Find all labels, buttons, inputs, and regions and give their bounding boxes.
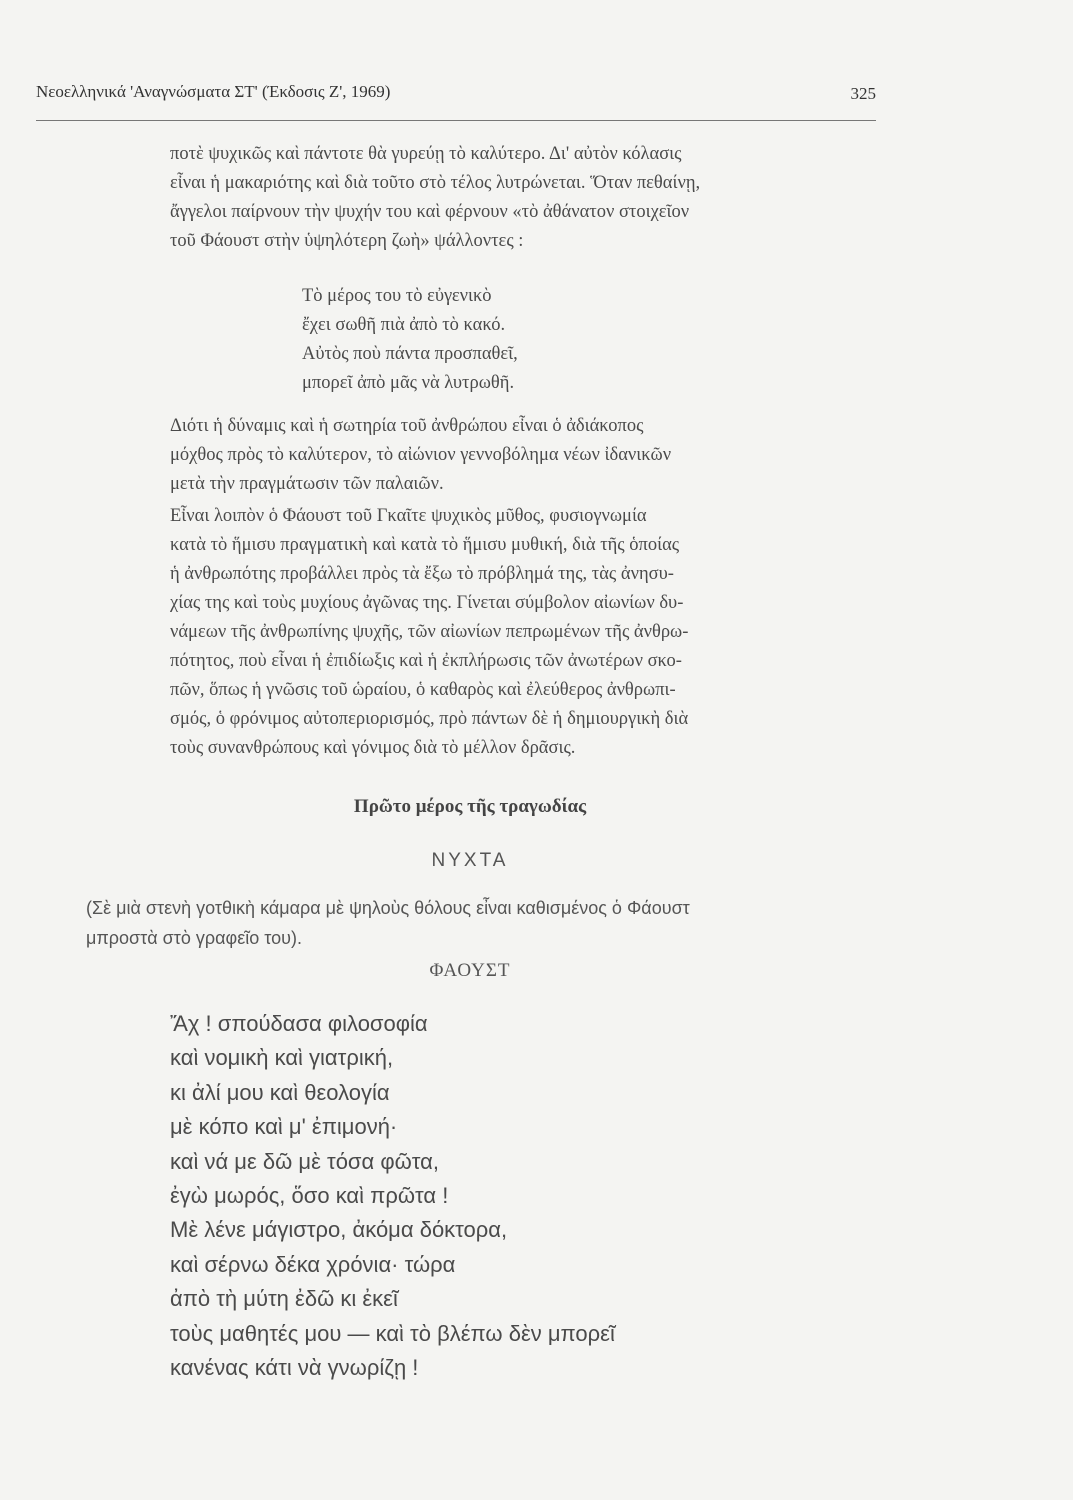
header-title: Νεοελληνικά 'Αναγνώσματα ΣΤ' (Έκδοσις Ζ', 1969) — [36, 82, 391, 101]
text-line: εἶναι ἡ μακαριότης καὶ διὰ τοῦτο στὸ τέλος λυτρώνεται. Ὅταν πεθαίνῃ, — [170, 173, 701, 193]
verse-line: μὲ κόπο καὶ μ' ἐπιμονή· — [170, 1114, 398, 1140]
text-line: κατὰ τὸ ἥμισυ πραγματικὴ καὶ κατὰ τὸ ἥμισυ μυθική, διὰ τῆς ὁποίας — [170, 535, 680, 555]
verse-line: Τὸ μέρος του τὸ εὐγενικὸ — [302, 286, 492, 306]
text-line: ποτὲ ψυχικῶς καὶ πάντοτε θὰ γυρεύῃ τὸ καλύτερο. Δι' αὐτὸν κόλασις — [170, 144, 682, 164]
text-line: μετὰ τὴν πραγμάτωσιν τῶν παλαιῶν. — [170, 474, 444, 494]
text-line: πῶν, ὅπως ἡ γνῶσις τοῦ ὡραίου, ὁ καθαρὸς καὶ ἐλεύθερος ἀνθρωπι- — [170, 680, 676, 700]
text-line: (Σὲ μιὰ στενὴ γοτθικὴ κάμαρα μὲ ψηλοὺς θόλους εἶναι καθισμένος ὁ Φάουστ — [86, 898, 690, 918]
text-line: Διότι ἡ δύναμις καὶ ἡ σωτηρία τοῦ ἀνθρώπου εἶναι ὁ ἀδιάκοπος — [170, 416, 644, 436]
verse-line: Μὲ λένε μάγιστρο, ἀκόμα δόκτορα, — [170, 1217, 508, 1243]
faust-monologue — [170, 1007, 890, 1385]
text-line: μπροστὰ στὸ γραφεῖο του). — [86, 928, 302, 948]
text-line: σμός, ὁ φρόνιμος αὐτοπεριορισμός, πρὸ πάντων δὲ ἡ δημιουργικὴ διὰ — [170, 709, 689, 729]
text-line: τοὺς συνανθρώπους καὶ γόνιμος διὰ τὸ μέλλον δρᾶσις. — [170, 738, 576, 758]
verse-line: τοὺς μαθητές μου — καὶ τὸ βλέπω δὲν μπορεῖ — [170, 1320, 615, 1346]
running-header — [36, 82, 876, 112]
verse-line: Αὐτὸς ποὺ πάντα προσπαθεῖ, — [302, 344, 518, 364]
verse-line: κι ἀλί μου καὶ θεολογία — [170, 1079, 390, 1105]
verse-line: καὶ νά με δῶ μὲ τόσα φῶτα, — [170, 1148, 439, 1174]
scene-title: ΝΥΧΤΑ — [431, 850, 509, 871]
paragraph-faust-myth — [170, 502, 880, 763]
angels-verse — [302, 282, 1012, 398]
text-line: πότητος, ποὺ εἶναι ἡ ἐπιδίωξις καὶ ἡ ἐκπλήρωσις τῶν ἀνωτέρων σκο- — [170, 651, 682, 671]
verse-line: κανένας κάτι νὰ γνωρίζῃ ! — [170, 1354, 419, 1380]
stage-direction — [86, 893, 906, 953]
verse-line: μπορεῖ ἀπὸ μᾶς νὰ λυτρωθῆ. — [302, 373, 515, 393]
verse-line: ἔχει σωθῆ πιὰ ἀπὸ τὸ κακό. — [302, 315, 506, 335]
intro-paragraph — [170, 140, 880, 256]
page-number: 325 — [850, 84, 876, 103]
text-line: μόχθος πρὸς τὸ καλύτερον, τὸ αἰώνιον γεννοβόλημα νέων ἰδανικῶν — [170, 445, 672, 465]
section-heading: Πρῶτο μέρος τῆς τραγωδίας — [353, 796, 587, 817]
text-line: τοῦ Φάουστ στὴν ὑψηλότερη ζωὴ» ψάλλοντες : — [170, 231, 524, 251]
verse-line: καὶ νομικὴ καὶ γιατρική, — [170, 1045, 394, 1071]
verse-line: Ἄχ ! σπούδασα φιλοσοφία — [170, 1011, 428, 1036]
text-line: ἡ ἀνθρωπότης προβάλλει πρὸς τὰ ἔξω τὸ πρόβλημά της, τὰς ἀνησυ- — [170, 564, 674, 584]
speaker-name: ΦΑΟΥΣΤ — [429, 960, 511, 981]
text-line: νάμεων τῆς ἀνθρωπίνης ψυχῆς, τῶν αἰωνίων πεπρωμένων τῆς ἀνθρω- — [170, 622, 689, 642]
text-line: ἄγγελοι παίρνουν τὴν ψυχήν του καὶ φέρνουν «τὸ ἀθάνατον στοιχεῖον — [170, 202, 690, 222]
verse-line: ἐγὼ μωρός, ὅσο καὶ πρῶτα ! — [170, 1182, 449, 1208]
text-line: χίας της καὶ τοὺς μυχίους ἀγῶνας της. Γίνεται σύμβολον αἰωνίων δυ- — [170, 593, 684, 613]
header-rule — [36, 120, 876, 121]
text-line: Εἶναι λοιπὸν ὁ Φάουστ τοῦ Γκαῖτε ψυχικὸς μῦθος, φυσιογνωμία — [170, 506, 647, 526]
verse-line: καὶ σέρνω δέκα χρόνια· τώρα — [170, 1251, 456, 1277]
paragraph-salvation — [170, 412, 880, 499]
verse-line: ἀπὸ τὴ μύτη ἐδῶ κι ἐκεῖ — [170, 1286, 398, 1312]
